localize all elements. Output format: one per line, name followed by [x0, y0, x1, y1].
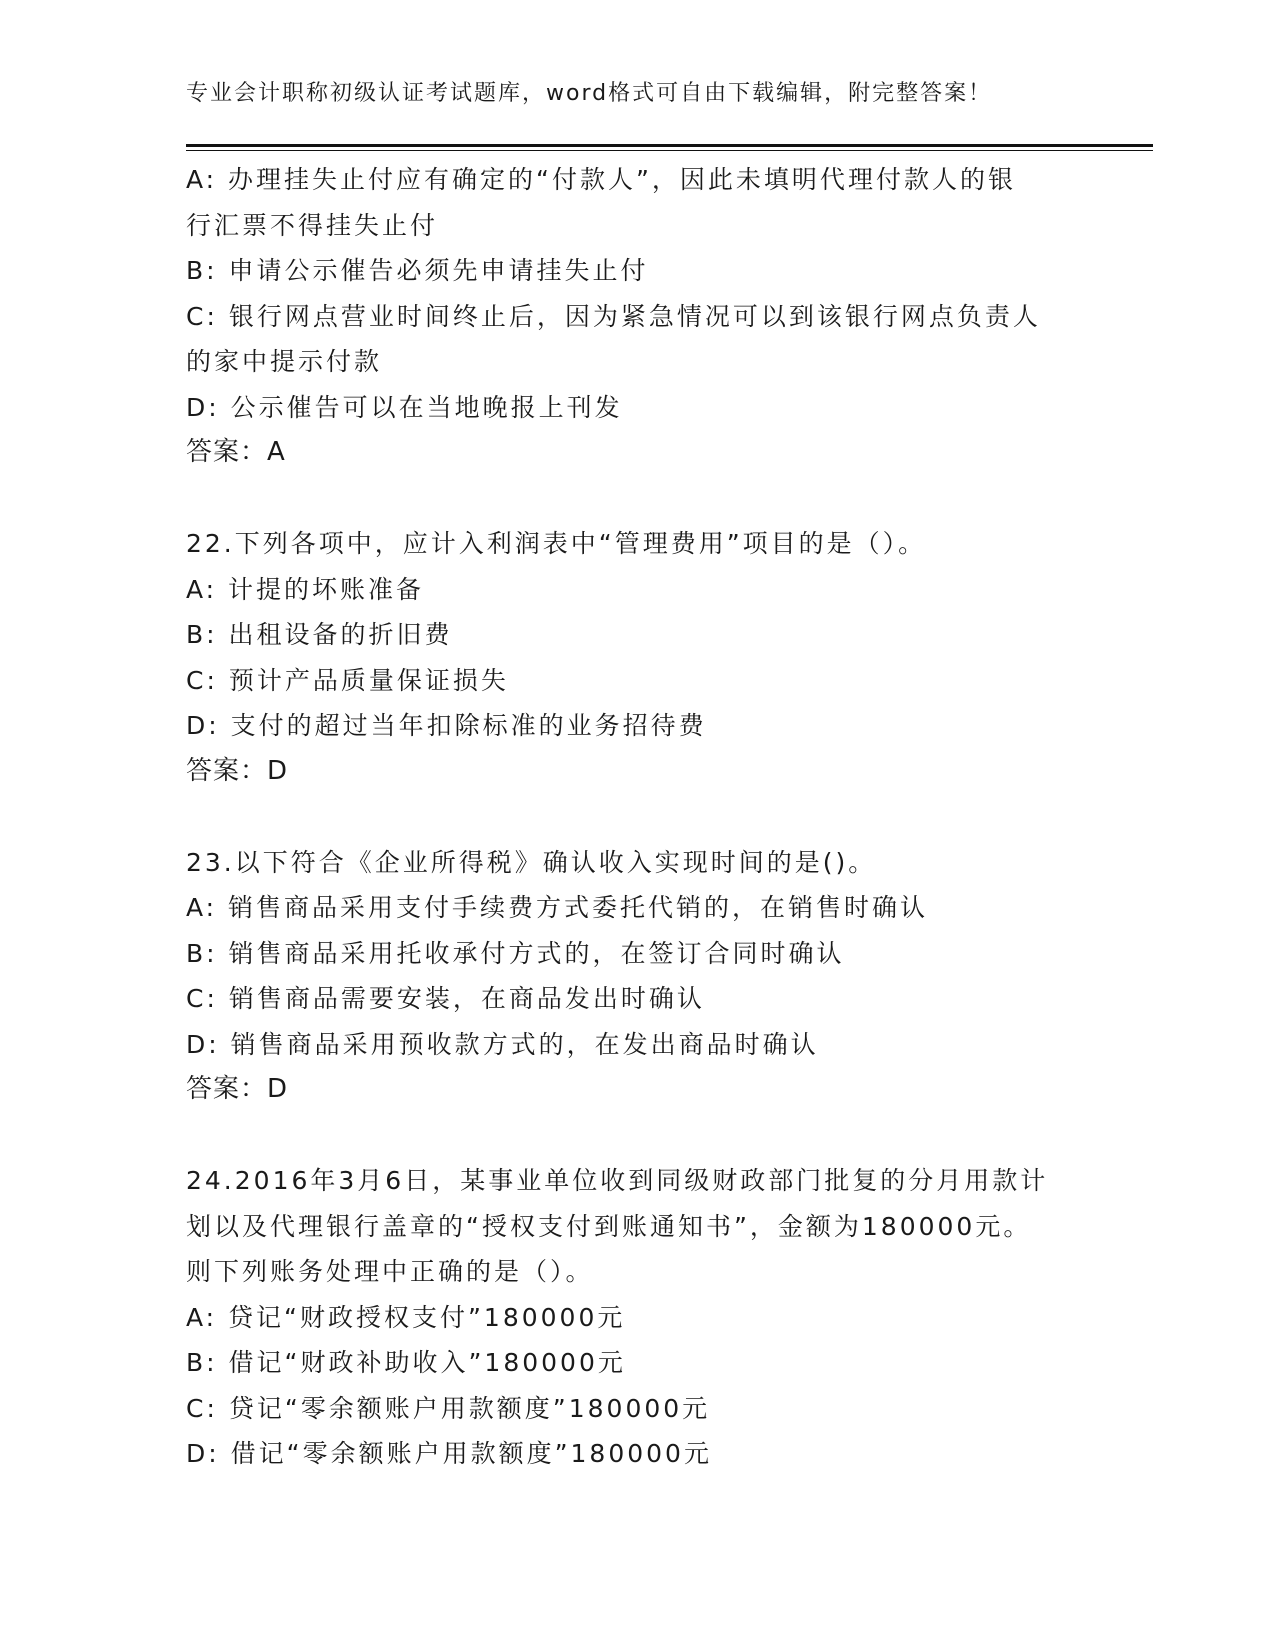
option-line: 的家中提示付款: [186, 347, 383, 376]
option-a: A: 销售商品采用支付手续费方式委托代销的，在销售时确认: [186, 893, 929, 922]
option-a: [186, 157, 1086, 248]
question-stem: 22.下列各项中，应计入利润表中“管理费用”项目的是（）。: [186, 529, 927, 558]
page-header: 专业会计职称初级认证考试题库，word格式可自由下载编辑，附完整答案！: [186, 81, 993, 106]
answer: 答案：D: [186, 755, 289, 786]
option-d: D: 借记“零余额账户用款额度”180000元: [186, 1439, 712, 1468]
question-stem: 则下列账务处理中正确的是（）。: [186, 1257, 594, 1286]
prev-question: [186, 157, 1086, 476]
question-22: [186, 521, 1086, 794]
option-line: D: 公示催告可以在当地晚报上刊发: [186, 392, 623, 422]
option-d: [186, 385, 1086, 431]
question-stem: 23.以下符合《企业所得税》确认收入实现时间的是()。: [186, 847, 877, 877]
option-d: D: 支付的超过当年扣除标准的业务招待费: [186, 711, 707, 740]
question-stem: 24.2016年3月6日，某事业单位收到同级财政部门批复的分月用款计: [186, 1166, 1049, 1195]
header-rule-thin: [186, 150, 1153, 151]
option-c: [186, 294, 1086, 385]
spacer: [186, 476, 1086, 522]
spacer: [186, 794, 1086, 840]
spacer: [186, 1113, 1086, 1159]
option-line: A: 办理挂失止付应有确定的“付款人”，因此未填明代理付款人的银: [186, 165, 1016, 194]
option-b: B: 借记“财政补助收入”180000元: [186, 1348, 626, 1377]
option-c: C: 销售商品需要安装，在商品发出时确认: [186, 984, 705, 1013]
option-b: B: 出租设备的折旧费: [186, 620, 453, 649]
question-stem: 划以及代理银行盖章的“授权支付到账通知书”，金额为180000元。: [186, 1211, 1032, 1241]
option-a: A: 贷记“财政授权支付”180000元: [186, 1302, 626, 1332]
option-c: C: 预计产品质量保证损失: [186, 665, 509, 695]
option-b: [186, 248, 1086, 294]
answer: 答案：A: [186, 437, 286, 467]
question-24: [186, 1158, 1086, 1477]
question-23: [186, 840, 1086, 1113]
option-c: C: 贷记“零余额账户用款额度”180000元: [186, 1393, 711, 1423]
question-content: [186, 157, 1086, 1477]
option-a: A: 计提的坏账准备: [186, 574, 425, 604]
option-line: 行汇票不得挂失止付: [186, 210, 439, 240]
header-rule-thick: [186, 144, 1153, 147]
option-line: B: 申请公示催告必须先申请挂失止付: [186, 256, 649, 285]
answer: 答案：D: [186, 1074, 289, 1104]
option-d: D: 销售商品采用预收款方式的，在发出商品时确认: [186, 1029, 819, 1059]
option-line: C: 银行网点营业时间终止后，因为紧急情况可以到该银行网点负责人: [186, 301, 1041, 331]
option-b: B: 销售商品采用托收承付方式的，在签订合同时确认: [186, 938, 845, 968]
